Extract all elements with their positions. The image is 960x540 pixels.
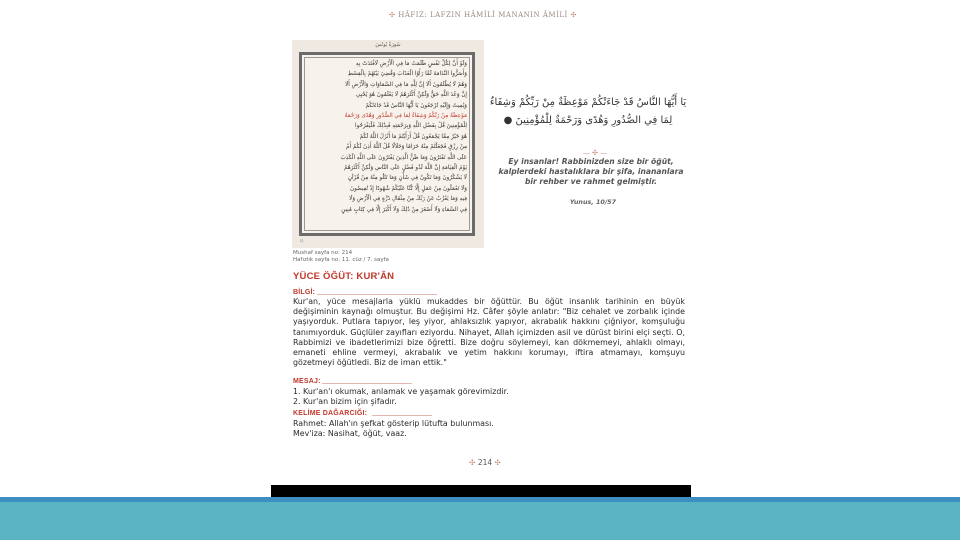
mushaf-frame [299, 52, 475, 236]
footer-stripe [0, 502, 960, 540]
list-item: Mev'iza: Nasihat, öğüt, vaaz. [293, 429, 407, 438]
mushaf-line: لِلْمُؤْمِنِينَ قُلْ بِفَضْلِ اللَّهِ وَبِرَحْمَتِهِ فَبِذَٰلِكَ فَلْيَفْرَحُوا [355, 123, 467, 130]
mushaf-line: مَوْعِظَةٌ مِنْ رَبِّكُمْ وَشِفَاءٌ لِمَا فِي الصُّدُورِ وَهُدًى وَرَحْمَةٌ [344, 113, 467, 120]
mushaf-line: لَا يَشْكُرُونَ وَمَا تَكُونُ فِي شَأْنٍ وَمَا تَتْلُو مِنْهُ مِنْ قُرْآنٍ [347, 175, 467, 182]
page-number: ✣ 214 ✣ [469, 458, 501, 467]
mushaf-page-no: Mushaf sayfa no: 214 [293, 250, 353, 256]
mushaf-line: إِنَّ وَعْدَ اللَّهِ حَقٌّ وَلَٰكِنَّ أَكْثَرَهُمْ لَا يَعْلَمُونَ هُوَ يُحْيِي [355, 92, 467, 99]
mushaf-line: وَلَوْ أَنَّ لِكُلِّ نَفْسٍ ظَلَمَتْ مَا فِي الْأَرْضِ لَافْتَدَتْ بِهِ [355, 61, 467, 67]
ornament-icon: ✣ [389, 11, 399, 19]
running-head: ✣ HÂFIZ: LAFZIN HÂMİLİ MANANIN ÂMİLİ ✣ [389, 11, 577, 19]
mushaf-caption [293, 250, 389, 264]
label-underline [317, 294, 437, 295]
ornament-icon: ✣ [567, 11, 577, 19]
kelime-list [293, 419, 685, 439]
mushaf-line: عَلَى اللَّهِ تَفْتَرُونَ وَمَا ظَنُّ الَّذِينَ يَفْتَرُونَ عَلَى اللَّهِ الْكَذِبَ [340, 154, 467, 161]
divider-ornament-icon: — ✣ — [582, 149, 608, 157]
list-item: Rahmet: Allah'ın şefkat gösterip lütufta bulunması. [293, 419, 494, 428]
bilgi-label: BİLGİ: [293, 289, 316, 296]
mushaf-line: وَيُمِيتُ وَإِلَيْهِ تُرْجَعُونَ يَا أَيُّهَا النَّاسُ قَدْ جَاءَتْكُمْ [365, 102, 467, 109]
mushaf-line: وَهُمْ لَا يُظْلَمُونَ أَلَا إِنَّ لِلَّهِ مَا فِي السَّمَاوَاتِ وَالْأَرْضِ أَلَا [345, 81, 467, 88]
verse-reference: Yunus, 10/57 [569, 198, 617, 206]
mesaj-label: MESAJ: [293, 378, 321, 385]
verse-translation: Ey insanlar! Rabbinizden size bir öğüt, kalplerdeki hastalıklara bir şifa, inananlara bir rehber ve rahmet gelmiştir. [498, 157, 684, 186]
list-item: 1. Kur'an'ı okumak, anlamak ve yaşamak görevimizdir. [293, 387, 509, 396]
section-title: YÜCE ÖĞÜT: KUR'ÂN [293, 271, 395, 282]
ornament-icon: ✣ [469, 458, 478, 467]
surah-header: سُورَةُ يُونُسَ [375, 42, 401, 48]
mushaf-line: يَوْمَ الْقِيَامَةِ إِنَّ اللَّهَ لَذُو فَضْلٍ عَلَى النَّاسِ وَلَٰكِنَّ أَكْثَرَهُمْ [343, 165, 467, 172]
bilgi-text: Kur'an, yüce mesajlarla yüklü mukaddes bir öğüttür. Bu öğüt insanlık tarihinin en büyük değişiminin kaynağı olmuştur. Bu değişimi Hz. Câfer şöyle anlatır: "Biz cehalet ve zorbalık içinde yaşıyorduk. Putlara tapıyor, leş yiyor, ahlaksızlık yapıyor, akrabalık hakkını çiğniyor, komşuluğu tanımıyorduk. Güçlüler zayıfları eziyordu. Nihayet, Allah içimizden asil ve dürüst birini elçi seçti. O, Rabbimizi ve ibadetlerimizi bize öğretti. Bize doğru söylemeyi, kan dökmemeyi, ahlaklı olmayı, emaneti ehline vermeyi, akrabalık ve yetim hakkını korumayı, iftira atmamayı, komşuyu gözetmeyi öğütledi. Biz de iman ettik." [293, 297, 685, 368]
hizb-mark-icon: ۞ [300, 237, 304, 244]
label-underline [322, 383, 412, 384]
mushaf-line: فِي السَّمَاءِ وَلَا أَصْغَرَ مِنْ ذَٰلِكَ وَلَا أَكْبَرَ إِلَّا فِي كِتَابٍ مُبِينٍ [341, 206, 467, 213]
mushaf-text [307, 59, 467, 215]
list-item: 2. Kur'an bizim için şifadır. [293, 397, 397, 406]
black-bar [271, 485, 691, 497]
label-underline [372, 415, 432, 416]
mushaf-line: هُوَ خَيْرٌ مِمَّا يَجْمَعُونَ قُلْ أَرَأَيْتُمْ مَا أَنْزَلَ اللَّهُ لَكُمْ [359, 133, 467, 140]
kelime-label: KELİME DAĞARCIĞI: [293, 410, 368, 417]
hafizlik-page-no: Hafızlık sayfa no: 11. cüz / 7. sayfa [293, 257, 389, 263]
verse-arabic: يَا أَيُّهَا النَّاسُ قَدْ جَاءَتْكُمْ مَوْعِظَةٌ مِنْ رَبِّكُمْ وَشِفَاءٌ لِمَا فِي الصُّدُورِ وَهُدًى وَرَحْمَةٌ لِلْمُؤْمِنِينَ ● [489, 97, 687, 126]
ornament-icon: ✣ [492, 458, 501, 467]
mesaj-list [293, 387, 685, 407]
mushaf-line: وَلَا تَعْمَلُونَ مِنْ عَمَلٍ إِلَّا كُنَّا عَلَيْكُمْ شُهُودًا إِذْ تُفِيضُونَ [350, 185, 467, 192]
mushaf-line: فِيهِ وَمَا يَعْزُبُ عَنْ رَبِّكَ مِنْ مِثْقَالِ ذَرَّةٍ فِي الْأَرْضِ وَلَا [349, 196, 467, 203]
mushaf-page-image [292, 40, 484, 248]
mushaf-line: مِنْ رِزْقٍ فَجَعَلْتُمْ مِنْهُ حَرَامًا وَحَلَالًا قُلْ آللَّهُ أَذِنَ لَكُمْ أَمْ [346, 144, 467, 151]
mushaf-line: وَأَسَرُّوا النَّدَامَةَ لَمَّا رَأَوُا الْعَذَابَ وَقُضِيَ بَيْنَهُمْ بِالْقِسْطِ [347, 71, 467, 78]
